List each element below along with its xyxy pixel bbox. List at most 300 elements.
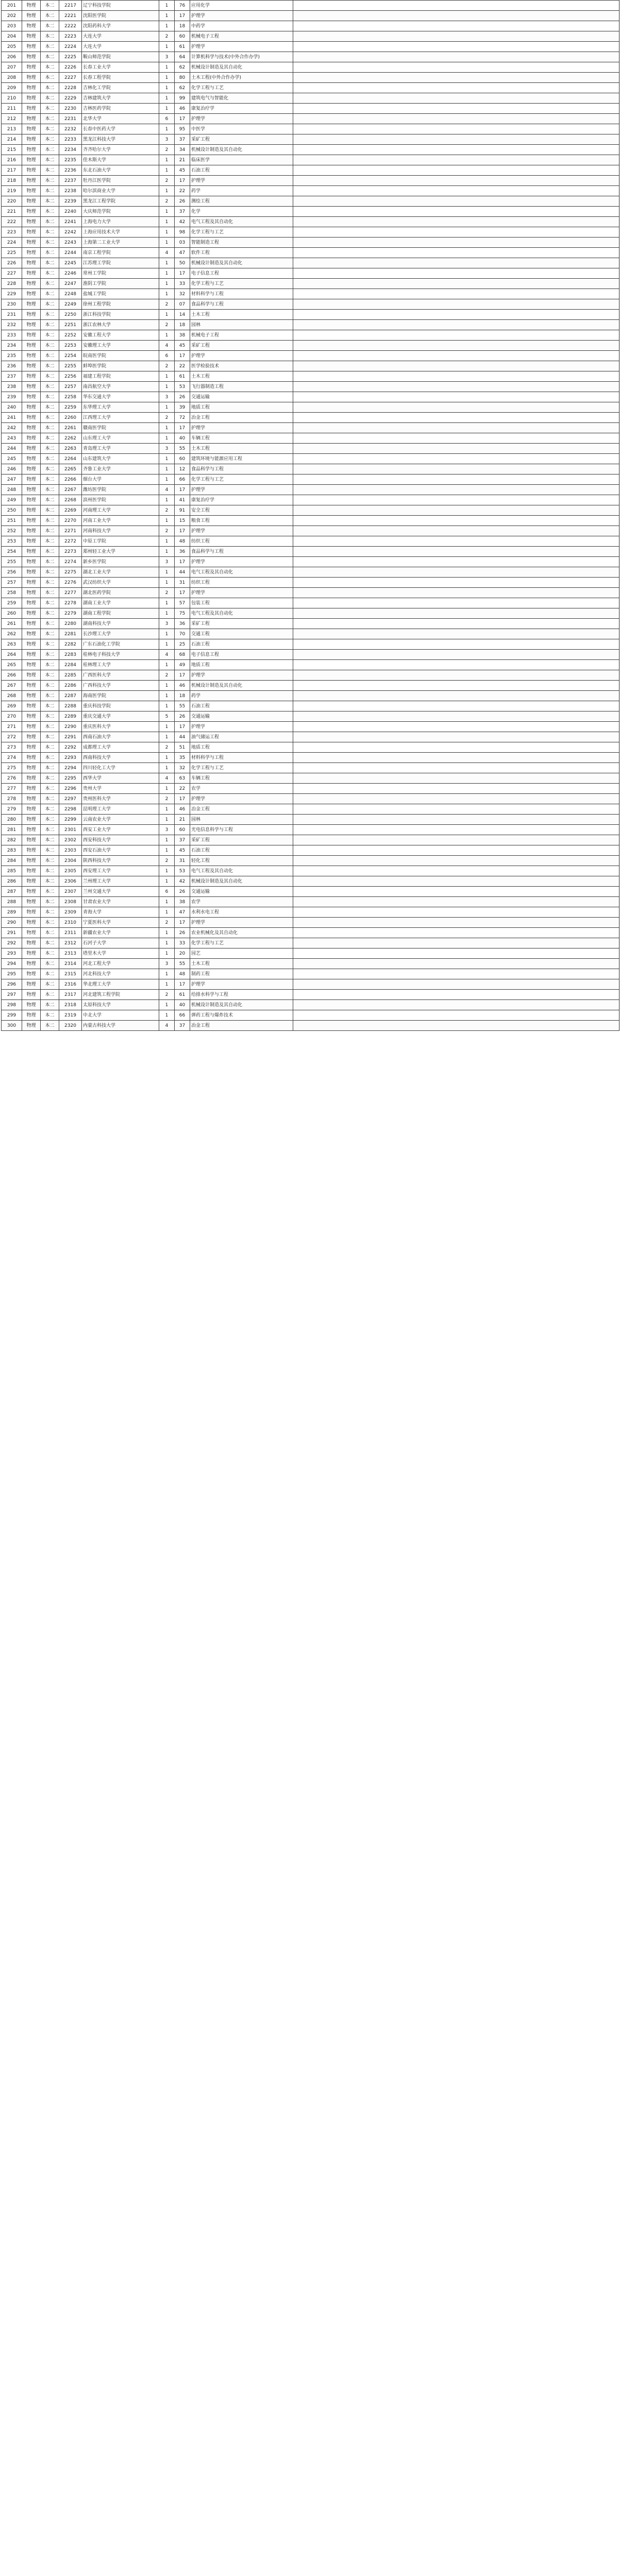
cell-index: 234 — [2, 341, 22, 351]
cell-school-code: 2243 — [59, 238, 82, 248]
cell-plan: 1 — [159, 310, 175, 320]
cell-index: 248 — [2, 485, 22, 495]
cell-index: 260 — [2, 608, 22, 619]
cell-batch: 本二 — [41, 423, 59, 433]
cell-subject: 物理 — [22, 815, 41, 825]
cell-school-code: 2242 — [59, 227, 82, 238]
cell-index: 255 — [2, 557, 22, 567]
cell-major-code: 17 — [175, 351, 190, 361]
cell-subject: 物理 — [22, 763, 41, 773]
cell-school-name: 上海电力大学 — [82, 217, 159, 227]
cell-batch: 本二 — [41, 835, 59, 845]
cell-school-code: 2270 — [59, 516, 82, 526]
cell-plan: 1 — [159, 639, 175, 650]
cell-index: 218 — [2, 176, 22, 186]
cell-index: 285 — [2, 866, 22, 876]
cell-note — [293, 392, 619, 402]
cell-major-name: 电气工程及其自动化 — [190, 567, 293, 578]
cell-school-name: 长春中医药大学 — [82, 124, 159, 134]
cell-school-code: 2244 — [59, 248, 82, 258]
table-row — [2, 629, 619, 639]
cell-school-code: 2312 — [59, 938, 82, 948]
cell-school-code: 2293 — [59, 753, 82, 763]
cell-major-code: 61 — [175, 990, 190, 1000]
cell-major-code: 32 — [175, 763, 190, 773]
cell-index: 237 — [2, 371, 22, 382]
cell-school-code: 2224 — [59, 42, 82, 52]
cell-index: 267 — [2, 681, 22, 691]
cell-plan: 6 — [159, 887, 175, 897]
table-row — [2, 650, 619, 660]
cell-plan: 1 — [159, 382, 175, 392]
cell-batch: 本二 — [41, 31, 59, 42]
cell-plan: 4 — [159, 1021, 175, 1031]
cell-school-code: 2288 — [59, 701, 82, 711]
cell-note — [293, 825, 619, 835]
cell-major-code: 41 — [175, 495, 190, 505]
cell-school-name: 兰州理工大学 — [82, 876, 159, 887]
cell-note — [293, 21, 619, 31]
cell-batch: 本二 — [41, 845, 59, 856]
cell-major-code: 18 — [175, 21, 190, 31]
table-row — [2, 31, 619, 42]
cell-index: 226 — [2, 258, 22, 268]
cell-major-code: 39 — [175, 402, 190, 413]
cell-subject: 物理 — [22, 248, 41, 258]
table-row — [2, 763, 619, 773]
cell-school-name: 云南农业大学 — [82, 815, 159, 825]
cell-plan: 2 — [159, 361, 175, 371]
cell-batch: 本二 — [41, 186, 59, 196]
cell-batch: 本二 — [41, 268, 59, 279]
table-row — [2, 856, 619, 866]
cell-note — [293, 42, 619, 52]
cell-major-code: 61 — [175, 371, 190, 382]
cell-batch: 本二 — [41, 639, 59, 650]
table-row — [2, 361, 619, 371]
cell-plan: 1 — [159, 402, 175, 413]
cell-school-code: 2233 — [59, 134, 82, 145]
table-row — [2, 1, 619, 11]
cell-major-name: 电气工程及其自动化 — [190, 608, 293, 619]
cell-batch: 本二 — [41, 238, 59, 248]
cell-batch: 本二 — [41, 660, 59, 670]
cell-note — [293, 310, 619, 320]
cell-index: 276 — [2, 773, 22, 784]
cell-batch: 本二 — [41, 763, 59, 773]
cell-major-code: 36 — [175, 547, 190, 557]
cell-major-code: 26 — [175, 928, 190, 938]
cell-subject: 物理 — [22, 279, 41, 289]
table-row — [2, 918, 619, 928]
cell-note — [293, 371, 619, 382]
cell-index: 233 — [2, 330, 22, 341]
cell-note — [293, 505, 619, 516]
cell-note — [293, 639, 619, 650]
cell-school-name: 浙江农林大学 — [82, 320, 159, 330]
cell-batch: 本二 — [41, 392, 59, 402]
cell-school-name: 湖南科技大学 — [82, 619, 159, 629]
cell-school-code: 2317 — [59, 990, 82, 1000]
cell-index: 297 — [2, 990, 22, 1000]
cell-note — [293, 742, 619, 753]
cell-major-name: 食品科学与工程 — [190, 464, 293, 474]
cell-note — [293, 753, 619, 763]
cell-school-code: 2281 — [59, 629, 82, 639]
cell-school-code: 2289 — [59, 711, 82, 722]
cell-subject: 物理 — [22, 918, 41, 928]
cell-batch: 本二 — [41, 619, 59, 629]
cell-index: 286 — [2, 876, 22, 887]
cell-note — [293, 217, 619, 227]
cell-school-code: 2225 — [59, 52, 82, 62]
cell-school-name: 佳木斯大学 — [82, 155, 159, 165]
cell-plan: 1 — [159, 279, 175, 289]
cell-school-code: 2308 — [59, 897, 82, 907]
cell-batch: 本二 — [41, 825, 59, 835]
cell-school-name: 鞍山师范学院 — [82, 52, 159, 62]
cell-subject: 物理 — [22, 567, 41, 578]
cell-school-code: 2237 — [59, 176, 82, 186]
cell-major-code: 17 — [175, 11, 190, 21]
cell-major-name: 粮食工程 — [190, 516, 293, 526]
cell-plan: 1 — [159, 62, 175, 73]
cell-school-code: 2248 — [59, 289, 82, 299]
cell-school-name: 兰州交通大学 — [82, 887, 159, 897]
cell-subject: 物理 — [22, 825, 41, 835]
cell-major-name: 车辆工程 — [190, 433, 293, 444]
cell-batch: 本二 — [41, 474, 59, 485]
cell-major-code: 80 — [175, 73, 190, 83]
cell-batch: 本二 — [41, 382, 59, 392]
cell-major-code: 17 — [175, 268, 190, 279]
cell-index: 271 — [2, 722, 22, 732]
cell-school-code: 2299 — [59, 815, 82, 825]
cell-subject: 物理 — [22, 186, 41, 196]
cell-subject: 物理 — [22, 526, 41, 536]
cell-school-name: 江西理工大学 — [82, 413, 159, 423]
cell-subject: 物理 — [22, 959, 41, 969]
cell-subject: 物理 — [22, 753, 41, 763]
cell-school-code: 2234 — [59, 145, 82, 155]
cell-major-code: 17 — [175, 722, 190, 732]
cell-index: 284 — [2, 856, 22, 866]
table-row — [2, 815, 619, 825]
cell-index: 215 — [2, 145, 22, 155]
cell-major-name: 化学工程与工艺 — [190, 938, 293, 948]
cell-note — [293, 948, 619, 959]
cell-major-name: 土木工程 — [190, 371, 293, 382]
cell-school-name: 吉林建筑大学 — [82, 93, 159, 104]
cell-batch: 本二 — [41, 93, 59, 104]
cell-index: 277 — [2, 784, 22, 794]
cell-batch: 本二 — [41, 433, 59, 444]
cell-note — [293, 31, 619, 42]
cell-school-code: 2294 — [59, 763, 82, 773]
cell-plan: 2 — [159, 670, 175, 681]
cell-major-name: 护理学 — [190, 11, 293, 21]
cell-subject: 物理 — [22, 114, 41, 124]
cell-index: 281 — [2, 825, 22, 835]
cell-index: 257 — [2, 578, 22, 588]
cell-plan: 1 — [159, 258, 175, 268]
cell-note — [293, 691, 619, 701]
cell-batch: 本二 — [41, 454, 59, 464]
cell-school-name: 北华大学 — [82, 114, 159, 124]
cell-note — [293, 176, 619, 186]
cell-note — [293, 52, 619, 62]
cell-school-name: 桂林理工大学 — [82, 660, 159, 670]
cell-note — [293, 495, 619, 505]
cell-school-name: 安徽工程大学 — [82, 330, 159, 341]
cell-plan: 3 — [159, 444, 175, 454]
cell-school-name: 南京工程学院 — [82, 248, 159, 258]
cell-school-name: 福建工程学院 — [82, 371, 159, 382]
cell-plan: 2 — [159, 742, 175, 753]
table-row — [2, 341, 619, 351]
cell-note — [293, 907, 619, 918]
cell-plan: 1 — [159, 464, 175, 474]
cell-note — [293, 238, 619, 248]
cell-note — [293, 1010, 619, 1021]
cell-school-name: 山东理工大学 — [82, 433, 159, 444]
cell-index: 220 — [2, 196, 22, 207]
cell-subject: 物理 — [22, 21, 41, 31]
cell-school-name: 沈阳药科大学 — [82, 21, 159, 31]
cell-major-name: 土木工程(中外合作办学) — [190, 73, 293, 83]
cell-major-code: 17 — [175, 588, 190, 598]
cell-batch: 本二 — [41, 402, 59, 413]
cell-note — [293, 279, 619, 289]
cell-plan: 1 — [159, 979, 175, 990]
cell-major-code: 26 — [175, 196, 190, 207]
cell-index: 223 — [2, 227, 22, 238]
cell-note — [293, 897, 619, 907]
cell-plan: 1 — [159, 73, 175, 83]
cell-subject: 物理 — [22, 639, 41, 650]
cell-plan: 1 — [159, 516, 175, 526]
cell-batch: 本二 — [41, 557, 59, 567]
cell-index: 289 — [2, 907, 22, 918]
cell-major-code: 26 — [175, 392, 190, 402]
cell-school-name: 东北石油大学 — [82, 165, 159, 176]
cell-school-name: 重庆医科大学 — [82, 722, 159, 732]
table-row — [2, 526, 619, 536]
cell-plan: 1 — [159, 1, 175, 11]
cell-batch: 本二 — [41, 856, 59, 866]
cell-plan: 1 — [159, 784, 175, 794]
cell-school-code: 2249 — [59, 299, 82, 310]
cell-note — [293, 928, 619, 938]
table-row — [2, 959, 619, 969]
cell-major-name: 土木工程 — [190, 444, 293, 454]
cell-school-name: 赣南医学院 — [82, 423, 159, 433]
cell-school-name: 河南理工大学 — [82, 505, 159, 516]
cell-school-code: 2305 — [59, 866, 82, 876]
cell-subject: 物理 — [22, 845, 41, 856]
cell-batch: 本二 — [41, 124, 59, 134]
cell-major-name: 机械设计制造及其自动化 — [190, 145, 293, 155]
cell-index: 242 — [2, 423, 22, 433]
cell-subject: 物理 — [22, 341, 41, 351]
cell-batch: 本二 — [41, 670, 59, 681]
cell-school-code: 2311 — [59, 928, 82, 938]
cell-major-name: 食品科学与工程 — [190, 547, 293, 557]
table-row — [2, 547, 619, 557]
cell-major-code: 49 — [175, 660, 190, 670]
cell-major-code: 15 — [175, 516, 190, 526]
cell-subject: 物理 — [22, 495, 41, 505]
cell-school-name: 西南石油大学 — [82, 732, 159, 742]
cell-batch: 本二 — [41, 876, 59, 887]
cell-school-code: 2255 — [59, 361, 82, 371]
cell-note — [293, 979, 619, 990]
cell-subject: 物理 — [22, 887, 41, 897]
cell-plan: 3 — [159, 52, 175, 62]
cell-major-name: 电气工程及其自动化 — [190, 866, 293, 876]
table-row — [2, 423, 619, 433]
cell-major-code: 40 — [175, 1000, 190, 1010]
cell-plan: 1 — [159, 701, 175, 711]
cell-school-code: 2226 — [59, 62, 82, 73]
cell-batch: 本二 — [41, 578, 59, 588]
cell-school-code: 2229 — [59, 93, 82, 104]
cell-subject: 物理 — [22, 155, 41, 165]
cell-school-name: 青海大学 — [82, 907, 159, 918]
cell-major-code: 22 — [175, 186, 190, 196]
cell-school-name: 陕西科技大学 — [82, 856, 159, 866]
cell-batch: 本二 — [41, 918, 59, 928]
cell-plan: 2 — [159, 588, 175, 598]
cell-plan: 3 — [159, 134, 175, 145]
cell-subject: 物理 — [22, 876, 41, 887]
cell-school-code: 2232 — [59, 124, 82, 134]
cell-note — [293, 320, 619, 330]
cell-school-name: 武汉纺织大学 — [82, 578, 159, 588]
table-row — [2, 670, 619, 681]
cell-note — [293, 165, 619, 176]
cell-school-name: 广西科技大学 — [82, 681, 159, 691]
cell-school-name: 重庆科技学院 — [82, 701, 159, 711]
cell-index: 245 — [2, 454, 22, 464]
cell-major-name: 园林 — [190, 815, 293, 825]
cell-major-name: 石油工程 — [190, 845, 293, 856]
cell-note — [293, 341, 619, 351]
cell-school-name: 沈阳医学院 — [82, 11, 159, 21]
cell-subject: 物理 — [22, 629, 41, 639]
table-row — [2, 876, 619, 887]
table-row — [2, 866, 619, 876]
cell-school-code: 2259 — [59, 402, 82, 413]
cell-school-name: 湖南工业大学 — [82, 598, 159, 608]
cell-major-name: 包装工程 — [190, 598, 293, 608]
cell-index: 230 — [2, 299, 22, 310]
cell-subject: 物理 — [22, 701, 41, 711]
cell-subject: 物理 — [22, 134, 41, 145]
cell-subject: 物理 — [22, 588, 41, 598]
cell-school-code: 2250 — [59, 310, 82, 320]
cell-plan: 2 — [159, 794, 175, 804]
cell-school-code: 2254 — [59, 351, 82, 361]
cell-school-name: 贵州医科大学 — [82, 794, 159, 804]
table-row — [2, 578, 619, 588]
cell-index: 221 — [2, 207, 22, 217]
cell-batch: 本二 — [41, 371, 59, 382]
cell-school-name: 西安科技大学 — [82, 835, 159, 845]
cell-major-code: 55 — [175, 444, 190, 454]
cell-note — [293, 959, 619, 969]
cell-plan: 2 — [159, 176, 175, 186]
cell-batch: 本二 — [41, 176, 59, 186]
cell-school-name: 南昌航空大学 — [82, 382, 159, 392]
cell-school-code: 2304 — [59, 856, 82, 866]
cell-plan: 1 — [159, 495, 175, 505]
cell-plan: 1 — [159, 227, 175, 238]
cell-major-code: 14 — [175, 310, 190, 320]
cell-major-code: 46 — [175, 804, 190, 815]
cell-school-name: 广西医科大学 — [82, 670, 159, 681]
cell-note — [293, 454, 619, 464]
cell-batch: 本二 — [41, 536, 59, 547]
cell-plan: 1 — [159, 83, 175, 93]
cell-note — [293, 83, 619, 93]
cell-major-name: 安全工程 — [190, 505, 293, 516]
cell-subject: 物理 — [22, 62, 41, 73]
table-row — [2, 114, 619, 124]
cell-plan: 2 — [159, 31, 175, 42]
cell-subject: 物理 — [22, 217, 41, 227]
cell-major-name: 机械电子工程 — [190, 31, 293, 42]
cell-note — [293, 969, 619, 979]
cell-major-name: 冶金工程 — [190, 1021, 293, 1031]
cell-major-name: 护理学 — [190, 176, 293, 186]
cell-plan: 2 — [159, 320, 175, 330]
cell-note — [293, 11, 619, 21]
cell-school-code: 2265 — [59, 464, 82, 474]
cell-note — [293, 1, 619, 11]
cell-index: 239 — [2, 392, 22, 402]
cell-major-name: 中医学 — [190, 124, 293, 134]
cell-subject: 物理 — [22, 608, 41, 619]
cell-major-code: 18 — [175, 320, 190, 330]
cell-note — [293, 104, 619, 114]
cell-subject: 物理 — [22, 866, 41, 876]
cell-batch: 本二 — [41, 145, 59, 155]
cell-note — [293, 547, 619, 557]
cell-major-code: 99 — [175, 93, 190, 104]
cell-school-name: 郑州轻工业大学 — [82, 547, 159, 557]
cell-plan: 1 — [159, 866, 175, 876]
cell-school-name: 河南科技大学 — [82, 526, 159, 536]
cell-batch: 本二 — [41, 444, 59, 454]
cell-subject: 物理 — [22, 42, 41, 52]
table-row — [2, 382, 619, 392]
cell-note — [293, 670, 619, 681]
cell-major-name: 弹药工程与爆炸技术 — [190, 1010, 293, 1021]
cell-major-name: 智能制造工程 — [190, 238, 293, 248]
cell-major-code: 55 — [175, 701, 190, 711]
cell-school-name: 大连大学 — [82, 42, 159, 52]
table-row — [2, 402, 619, 413]
cell-school-code: 2272 — [59, 536, 82, 547]
cell-note — [293, 330, 619, 341]
cell-major-code: 37 — [175, 207, 190, 217]
cell-plan: 1 — [159, 536, 175, 547]
cell-major-code: 33 — [175, 938, 190, 948]
cell-batch: 本二 — [41, 279, 59, 289]
table-row — [2, 11, 619, 21]
cell-index: 268 — [2, 691, 22, 701]
